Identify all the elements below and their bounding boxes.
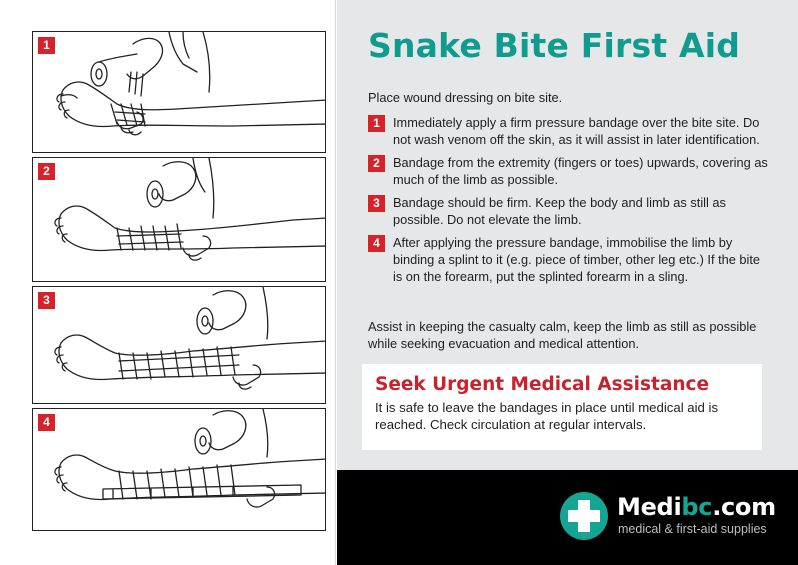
brand-tagline: medical & first-aid supplies	[618, 522, 767, 536]
panel-number: 4	[38, 414, 55, 431]
outro-text: Assist in keeping the casualty calm, keep the limb as still as possible while seeking evacuation and medical attention.	[368, 319, 757, 351]
leg-bandage-drawing-3	[33, 287, 326, 404]
step-text: Immediately apply a firm pressure bandage over the bite site. Do not wash venom off the skin, as it will assist in later identification.	[393, 115, 760, 147]
step-number-badge: 2	[368, 155, 385, 172]
urgent-assistance-box	[362, 364, 762, 450]
illustrations-column	[0, 0, 336, 565]
step-item	[368, 114, 768, 148]
leg-bandage-drawing-1	[33, 32, 326, 153]
instructions-panel	[337, 0, 798, 470]
step-number-badge: 4	[368, 235, 385, 252]
bandage-step-4-illustration	[32, 408, 326, 531]
panel-number: 2	[38, 163, 55, 180]
bandage-step-3-illustration	[32, 286, 326, 404]
brand-name-suffix: .com	[712, 493, 776, 521]
step-item	[368, 194, 768, 228]
step-number-badge: 1	[368, 115, 385, 132]
steps-list	[368, 114, 768, 285]
step-number-badge: 3	[368, 195, 385, 212]
bandage-step-1-illustration	[32, 31, 326, 153]
step-text: Bandage should be firm. Keep the body and limb as still as possible. Do not elevate the limb.	[393, 195, 726, 227]
urgent-title: Seek Urgent Medical Assistance	[375, 374, 710, 395]
bandage-step-2-illustration	[32, 157, 326, 282]
panel-number: 1	[38, 37, 55, 54]
panel-number: 3	[38, 292, 55, 309]
step-item	[368, 234, 768, 285]
step-text: Bandage from the extremity (fingers or toes) upwards, covering as much of the limb as possible.	[393, 155, 768, 187]
brand-footer	[337, 470, 798, 565]
intro-text: Place wound dressing on bite site.	[368, 90, 563, 105]
page-title: Snake Bite First Aid	[368, 26, 741, 65]
brand-name-part: Medi	[617, 493, 682, 521]
brand-name	[617, 493, 776, 521]
leg-splint-drawing-4	[33, 409, 326, 531]
medical-cross-icon	[560, 492, 608, 540]
leg-bandage-drawing-2	[33, 158, 326, 282]
step-text: After applying the pressure bandage, immobilise the limb by binding a splint to it (e.g. piece of timber, other leg etc.) If the bite is on the forearm, put the splinted forearm in a sling.	[393, 235, 761, 284]
brand-name-highlight: bc	[681, 493, 713, 521]
step-item	[368, 154, 768, 188]
urgent-text: It is safe to leave the bandages in place until medical aid is reached. Check circulation at regular intervals.	[375, 400, 719, 432]
